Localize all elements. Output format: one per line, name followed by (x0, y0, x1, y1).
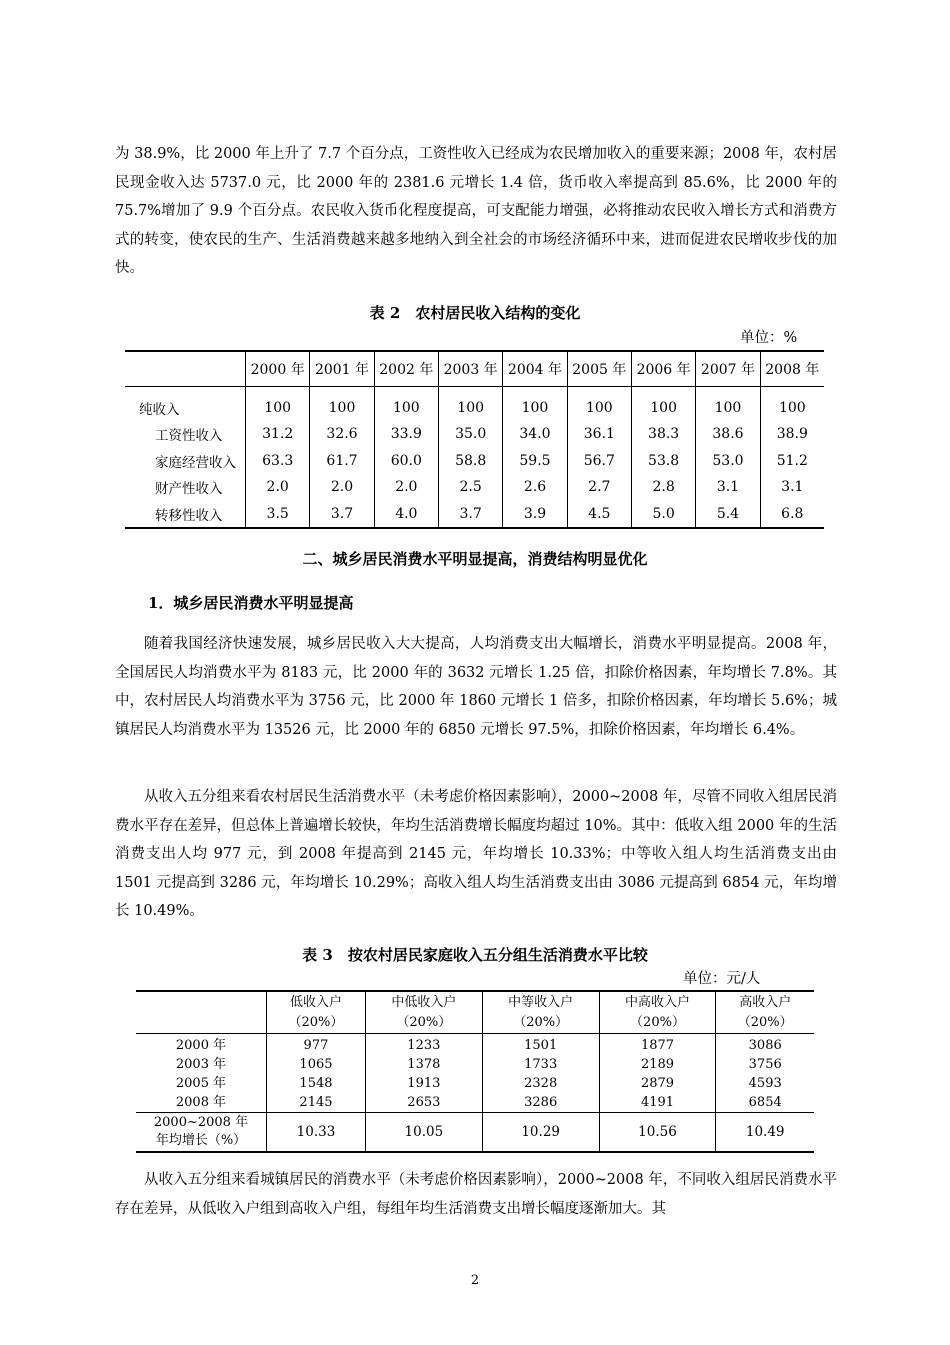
table-cell: 1877 (599, 1034, 716, 1056)
paragraph-urban-quintiles: 从收入五分组来看城镇居民的消费水平（未考虑价格因素影响），2000~2008 年，不同收入组居民消费水平存在差异，从低收入户组到高收入户组，每组年均生活消费支出增长幅度逐渐加大。其 (115, 1172, 837, 1217)
table-cell: 3286 (482, 1093, 599, 1113)
table-cell: 4191 (599, 1093, 716, 1113)
table-cell: 4.5 (567, 501, 631, 529)
table-row (125, 387, 824, 422)
table-cell: 6.8 (760, 501, 824, 529)
table-cell: 10.29 (482, 1113, 599, 1153)
table-row (125, 421, 824, 448)
table-cell: 31.2 (246, 421, 310, 448)
paragraph-consumption-level: 随着我国经济快速发展，城乡居民收入大大提高，人均消费支出大幅增长，消费水平明显提高。2008 年，全国居民人均消费水平为 8183 元，比 2000 年的 3632 元增长 1.25 倍，扣除价格因素，年均增长 7.8%。其中，农村居民人均消费水平为 3756 元，比 2000 年 1860 元增长 1 倍多，扣除价格因素，年均增长 5.6%；城镇居民人均消费水平为 13526 元，比 2000 年的 6850 元增长 97.5%，扣除价格因素，年均增长 6.4%。 (115, 636, 837, 738)
row-label: 2000 年 (175, 1038, 227, 1053)
table-cell: 1548 (267, 1074, 366, 1093)
table-cell: 2.6 (503, 474, 567, 501)
table-cell: 100 (696, 387, 760, 422)
table-cell: 3.7 (310, 501, 374, 529)
table-cell: 100 (631, 387, 695, 422)
header-cell-empty (136, 991, 267, 1034)
table-cell: 3.9 (503, 501, 567, 529)
table-cell: 100 (246, 387, 310, 422)
table-row (136, 1074, 814, 1093)
table-cell: 1065 (267, 1055, 366, 1074)
header-cell: 高收入户 （20%） (716, 991, 814, 1034)
table-cell: 2145 (267, 1093, 366, 1113)
row-label: 2005 年 (175, 1076, 227, 1091)
table-cell: 35.0 (438, 421, 502, 448)
table-row (125, 474, 824, 501)
table-cell: 3.1 (696, 474, 760, 501)
header-cell: 中高收入户 （20%） (599, 991, 716, 1034)
header-cell: 2008 年 (760, 351, 824, 387)
paragraph-rural-quintiles: 从收入五分组来看农村居民生活消费水平（未考虑价格因素影响），2000~2008 年，尽管不同收入组居民消费水平存在差异，但总体上普遍增长较快，年均生活消费增长幅度均超过 10%。其中：低收入组 2000 年的生活消费支出人均 977 元，到 2008 年提高到 2145 元，年均增长 10.33%；中等收入组人均生活消费支出由 1501 元提高到 3286 元，年均增长 10.29%；高收入组人均生活消费支出由 3086 元提高到 6854 元，年均增长 10.49%。 (115, 789, 837, 919)
table-cell: 63.3 (246, 448, 310, 475)
table-cell: 5.4 (696, 501, 760, 529)
table3-caption: 表 3 按农村居民家庭收入五分组生活消费水平比较 (302, 946, 648, 964)
header-cell-empty (125, 351, 246, 387)
header-cell: 2005 年 (567, 351, 631, 387)
table-cell: 3086 (716, 1034, 814, 1056)
table-cell: 2.7 (567, 474, 631, 501)
table-cell: 38.9 (760, 421, 824, 448)
header-cell: 2004 年 (503, 351, 567, 387)
table-row-growth (136, 1113, 814, 1153)
table-cell: 2189 (599, 1055, 716, 1074)
row-label: 转移性收入 (155, 507, 223, 524)
table-cell: 32.6 (310, 421, 374, 448)
table-header-row (136, 991, 814, 1034)
table-cell: 2.0 (310, 474, 374, 501)
table-cell: 100 (567, 387, 631, 422)
table-cell: 3.7 (438, 501, 502, 529)
table-cell: 51.2 (760, 448, 824, 475)
table-cell: 977 (267, 1034, 366, 1056)
table-cell: 10.33 (267, 1113, 366, 1153)
table-cell: 38.3 (631, 421, 695, 448)
table-cell: 58.8 (438, 448, 502, 475)
table-cell: 4.0 (374, 501, 438, 529)
table-cell: 4593 (716, 1074, 814, 1093)
table-cell: 61.7 (310, 448, 374, 475)
table-cell: 5.0 (631, 501, 695, 529)
rural-quintile-consumption-table (136, 990, 814, 1153)
table-header-row (125, 351, 824, 387)
header-cell: 中低收入户 （20%） (365, 991, 482, 1034)
table-row (125, 501, 824, 529)
table2-caption: 表 2 农村居民收入结构的变化 (369, 304, 581, 322)
table-cell: 2328 (482, 1074, 599, 1093)
header-cell: 2002 年 (374, 351, 438, 387)
table-cell: 2.5 (438, 474, 502, 501)
table-row (136, 1034, 814, 1056)
table-cell: 38.6 (696, 421, 760, 448)
table-cell: 36.1 (567, 421, 631, 448)
income-structure-table (125, 350, 824, 529)
table-cell: 6854 (716, 1093, 814, 1113)
row-label: 工资性收入 (155, 428, 223, 445)
header-cell: 2006 年 (631, 351, 695, 387)
table-cell: 1733 (482, 1055, 599, 1074)
table-cell: 100 (503, 387, 567, 422)
page-number: 2 (470, 1273, 480, 1288)
table-cell: 3.5 (246, 501, 310, 529)
table-cell: 3.1 (760, 474, 824, 501)
table-cell: 60.0 (374, 448, 438, 475)
row-label: 纯收入 (139, 402, 180, 418)
header-cell: 2000 年 (246, 351, 310, 387)
table-cell: 1233 (365, 1034, 482, 1056)
row-label: 2008 年 (175, 1095, 227, 1110)
header-cell: 2003 年 (438, 351, 502, 387)
table-cell: 2653 (365, 1093, 482, 1113)
table-row (136, 1055, 814, 1074)
table-cell: 1501 (482, 1034, 599, 1056)
table-cell: 56.7 (567, 448, 631, 475)
table-cell: 2.0 (374, 474, 438, 501)
section-heading: 二、城乡居民消费水平明显提高，消费结构明显优化 (302, 550, 648, 568)
table-row (136, 1093, 814, 1113)
table-cell: 2.0 (246, 474, 310, 501)
table-cell: 33.9 (374, 421, 438, 448)
table2-unit: 单位：% (740, 330, 798, 346)
row-label: 家庭经营收入 (155, 454, 236, 471)
table-cell: 1378 (365, 1055, 482, 1074)
table-cell: 100 (374, 387, 438, 422)
table-cell: 3756 (716, 1055, 814, 1074)
table-cell: 53.0 (696, 448, 760, 475)
table-cell: 10.05 (365, 1113, 482, 1153)
sub-heading: 1．城乡居民消费水平明显提高 (148, 594, 354, 612)
row-label: 2000~2008 年 年均增长（%） (136, 1113, 267, 1153)
table3-unit: 单位：元/人 (683, 971, 761, 987)
paragraph-income-structure: 为 38.9%，比 2000 年上升了 7.7 个百分点，工资性收入已经成为农民增加收入的重要来源；2008 年，农村居民现金收入达 5737.0 元，比 2000 年的 2381.6 元增长 1.4 倍，货币收入率提高到 85.6%，比 2000 年的 75.7%增加了 9.9 个百分点。农民收入货币化程度提高，可支配能力增强，必将推动农民收入增长方式和消费方式的转变，使农民的生产、生活消费越来越多地纳入到全社会的市场经济循环中来，进而促进农民增收步伐的加快。 (115, 146, 837, 276)
row-label: 2003 年 (175, 1057, 227, 1072)
table-cell: 100 (760, 387, 824, 422)
row-label: 财产性收入 (155, 481, 223, 498)
table-cell: 100 (438, 387, 502, 422)
header-cell: 2007 年 (696, 351, 760, 387)
table-cell: 1913 (365, 1074, 482, 1093)
table-cell: 10.49 (716, 1113, 814, 1153)
table-cell: 53.8 (631, 448, 695, 475)
table-row (125, 448, 824, 475)
table-cell: 10.56 (599, 1113, 716, 1153)
table-cell: 59.5 (503, 448, 567, 475)
header-cell: 中等收入户 （20%） (482, 991, 599, 1034)
header-cell: 2001 年 (310, 351, 374, 387)
table-cell: 34.0 (503, 421, 567, 448)
table-cell: 2879 (599, 1074, 716, 1093)
header-cell: 低收入户 （20%） (267, 991, 366, 1034)
table-cell: 2.8 (631, 474, 695, 501)
table-cell: 100 (310, 387, 374, 422)
